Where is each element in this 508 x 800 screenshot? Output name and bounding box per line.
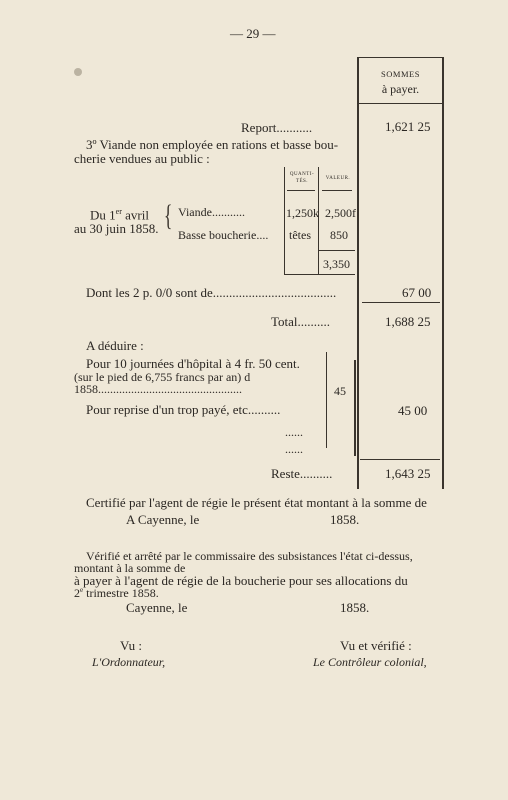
deduire-line2: (sur le pied de 6,755 francs par an) d <box>74 370 251 384</box>
verifie-place: Cayenne, le <box>126 600 188 615</box>
signature-left-title: Vu : <box>120 638 142 653</box>
subtable-total-line <box>319 250 355 251</box>
certifie-line1: Certifié par l'agent de régie le présent état montant à la somme de <box>86 495 427 510</box>
qty-header-2: TÉS. <box>295 179 309 184</box>
section3-line2: cherie vendues au public : <box>74 151 210 166</box>
signature-right-role: Le Contrôleur colonial, <box>313 655 427 669</box>
period-brace: { <box>163 199 173 232</box>
reste-amount: 1,643 25 <box>385 466 431 481</box>
sommes-column-left-border <box>357 57 359 489</box>
paper-stain <box>74 68 82 76</box>
subtable-middle-border <box>318 167 319 275</box>
dont-label: Dont les 2 p. 0/0 sont de...................................... <box>86 285 337 300</box>
total-amount: 1,688 25 <box>385 314 431 329</box>
signature-right-title: Vu et vérifié : <box>340 638 412 653</box>
deduire-line5: ...... <box>285 425 303 439</box>
signature-left-role: L'Ordonnateur, <box>92 655 166 669</box>
value-header: VALEUR. <box>325 176 351 181</box>
subtable-row-basse-boucherie: Basse boucherie.... <box>178 228 269 242</box>
basse-boucherie-value: 850 <box>330 228 348 242</box>
certifie-place: A Cayenne, le <box>126 512 200 527</box>
a-payer-header: à payer. <box>381 82 420 96</box>
verifie-year: 1858. <box>340 600 370 615</box>
report-label: Report........... <box>241 120 313 135</box>
deduire-brace-bar <box>354 360 356 456</box>
deduire-label: A déduire : <box>86 338 144 353</box>
deduire-line4: Pour reprise d'un trop payé, etc.......... <box>86 402 281 417</box>
verifie-line1: Vérifié et arrêté par le commissaire des subsistances l'état ci-dessus, <box>86 549 413 563</box>
subtable-row-viande: Viande........... <box>178 205 245 219</box>
deduire-divider <box>326 352 327 448</box>
deduire-line6: ...... <box>285 442 303 456</box>
certifie-year: 1858. <box>330 512 360 527</box>
subtable-left-border <box>284 167 285 275</box>
qty-header-1: QUANTI- <box>289 172 315 177</box>
deduire-line1: Pour 10 journées d'hôpital à 4 fr. 50 cent. <box>86 356 300 371</box>
deduire-sum-amount: 45 00 <box>398 403 428 418</box>
viande-value: 2,500f <box>325 206 356 220</box>
subtable-col1-underline <box>287 190 315 191</box>
sommes-column-right-border <box>442 57 444 489</box>
reste-label: Reste.......... <box>271 466 333 481</box>
verifie-line4: 2e trimestre 1858. <box>74 586 159 600</box>
period-line1: Du 1er avril <box>90 207 149 223</box>
subtable-col2-underline <box>322 190 352 191</box>
subtable-bottom-line <box>285 274 355 275</box>
report-amount: 1,621 25 <box>385 119 431 134</box>
verifie-line2: montant à la somme de <box>74 561 186 575</box>
basse-boucherie-qty: têtes <box>289 228 311 242</box>
total-label: Total.......... <box>271 314 331 329</box>
verifie-line3: à payer à l'agent de régie de la boucherie pour ses allocations du <box>74 573 408 588</box>
dont-amount-underline <box>362 302 440 303</box>
deduire-line3-amount: 45 <box>334 384 346 398</box>
sommes-header-underline <box>357 103 444 104</box>
section3-line1: 3º Viande non employée en rations et basse bou- <box>86 137 339 152</box>
sommes-column-top-border <box>357 57 444 58</box>
viande-qty: 1,250k <box>286 206 319 220</box>
deduire-line3: 1858................................................ <box>74 382 242 396</box>
reste-overline <box>360 459 440 460</box>
dont-amount: 67 00 <box>402 285 432 300</box>
subtable-total: 3,350 <box>323 257 350 271</box>
period-line2: au 30 juin 1858. <box>74 221 159 236</box>
sommes-header: SOMMES <box>381 69 420 79</box>
page-number: — 29 — <box>230 26 276 41</box>
